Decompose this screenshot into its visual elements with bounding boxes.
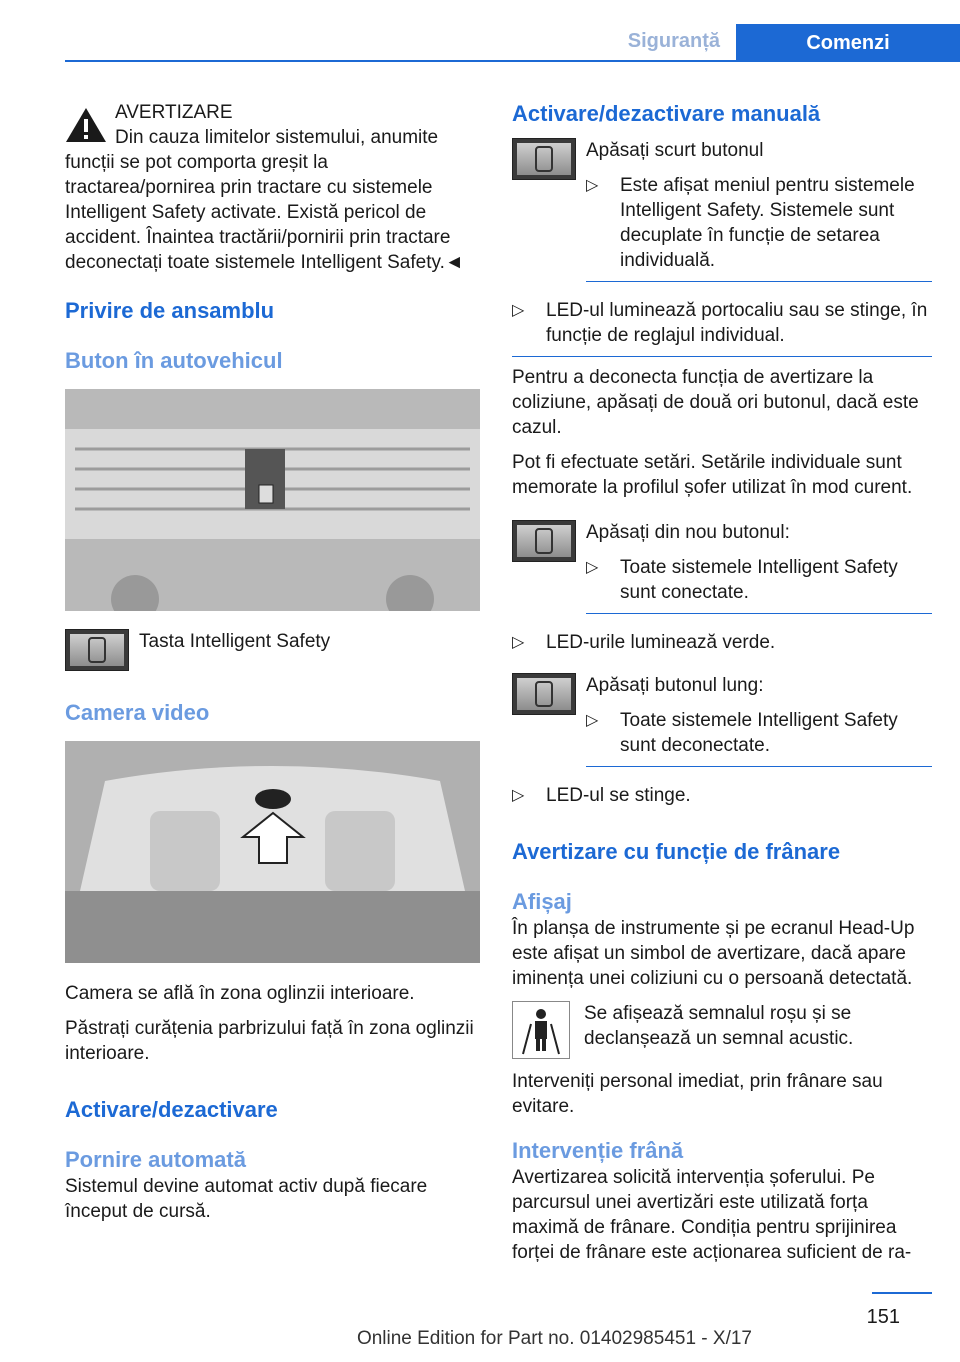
heading-display: Afișaj — [512, 889, 572, 914]
collision-text: Pentru a deconecta funcția de avertizare la coliziune, apăsați de două ori butonul, dacă este cazul. — [512, 367, 919, 438]
signal-row — [512, 1001, 932, 1061]
bullet-led-off: ▷ LED-ul se stinge. — [512, 783, 932, 808]
heading-activation: Activare/dezactivare — [65, 1097, 278, 1122]
page-footer — [65, 1292, 932, 1362]
warning-text: Din cauza limitelor sistemului, anumite funcții se pot comporta greșit la tractarea/pornirea prin tractare cu sistemele Intelligent Safety activate. Există pericol de accident. Înaintea tractării/pornirii prin tractare deconectați toate sistemele Intelligent Safety.◄ — [65, 127, 464, 273]
button-caption-row — [65, 629, 480, 671]
press-long-row — [512, 673, 932, 775]
heading-overview: Privire de ansamblu — [65, 298, 275, 323]
right-column — [512, 100, 932, 1275]
camera-photo — [65, 741, 480, 963]
intelligent-safety-button-icon — [512, 673, 576, 715]
heading-brake-warning: Avertizare cu funcție de frânare — [512, 839, 841, 864]
header-tabs — [65, 24, 960, 62]
footer-rule — [872, 1292, 932, 1294]
button-caption: Tasta Intelligent Safety — [139, 631, 331, 652]
heading-brake-intervention: Intervenție frână — [512, 1138, 684, 1163]
press-again-text: Apăsați din nou butonul: — [586, 522, 790, 543]
camera-clean-text: Păstrați curățenia parbrizului față în zona oglinzii interioare. — [65, 1018, 474, 1064]
camera-location-text: Camera se află în zona oglinzii interioare. — [65, 983, 415, 1004]
press-short-text: Apăsați scurt butonul — [586, 140, 764, 161]
warning-title: AVERTIZARE — [115, 102, 233, 123]
warning-icon — [65, 106, 107, 144]
warning-block — [65, 100, 480, 275]
brake-text: Avertizarea solicită intervenția șoferului. Pe parcursul unei avertizări este utilizată forța maximă de frânare. Condiția pentru sprijinirea forței de frânare este acționarea suficient de ra- — [512, 1167, 912, 1263]
page-number: 151 — [866, 1306, 900, 1328]
left-column — [65, 100, 480, 1234]
tab-section: Siguranță — [627, 30, 720, 52]
bullet-all-on: ▷ Toate sistemele Intelligent Safety sunt conectate. — [586, 555, 932, 614]
pedestrian-warning-icon — [512, 1001, 570, 1059]
heading-button: Buton în autovehicul — [65, 348, 283, 373]
intelligent-safety-button-icon — [65, 629, 129, 671]
camera-illustration — [65, 741, 480, 963]
heading-camera: Camera video — [65, 700, 210, 725]
press-again-row — [512, 520, 932, 622]
header-rule — [65, 60, 960, 62]
press-short-row — [512, 138, 932, 290]
intervene-text: Interveniți personal imediat, prin frânare sau evitare. — [512, 1071, 883, 1117]
intelligent-safety-button-icon — [512, 138, 576, 180]
heading-manual: Activare/dezactivare manuală — [512, 101, 821, 126]
bullet-led-orange: ▷ LED-ul luminează portocaliu sau se stinge, în funcție de reglajul individual. — [512, 298, 932, 357]
press-long-text: Apăsați butonul lung: — [586, 675, 764, 696]
settings-text: Pot fi efectuate setări. Setările individuale sunt memorate la profilul șofer utilizat în mod curent. — [512, 452, 913, 498]
signal-text: Se afișează semnalul roșu și se declanșează un semnal acustic. — [584, 1003, 854, 1049]
heading-auto-start: Pornire automată — [65, 1147, 246, 1172]
bullet-all-off: ▷ Toate sistemele Intelligent Safety sunt deconectate. — [586, 708, 932, 767]
bullet-led-green: ▷ LED-urile luminează verde. — [512, 630, 932, 655]
auto-start-text: Sistemul devine automat activ după fiecare început de cursă. — [65, 1176, 428, 1222]
display-text: În planșa de instrumente și pe ecranul Head-Up este afișat un simbol de avertizare, dacă apare iminența unei coliziuni cu o persoană detectată. — [512, 918, 915, 989]
edition-text: Online Edition for Part no. 01402985451 - X/17 — [356, 1328, 752, 1349]
tab-current: Comenzi — [736, 24, 960, 62]
dashboard-illustration — [65, 389, 480, 611]
bullet-menu: ▷ Este afișat meniul pentru sistemele Intelligent Safety. Sistemele sunt decuplate în funcție de setarea individuală. — [586, 173, 932, 282]
intelligent-safety-button-icon — [512, 520, 576, 562]
dashboard-photo — [65, 389, 480, 611]
